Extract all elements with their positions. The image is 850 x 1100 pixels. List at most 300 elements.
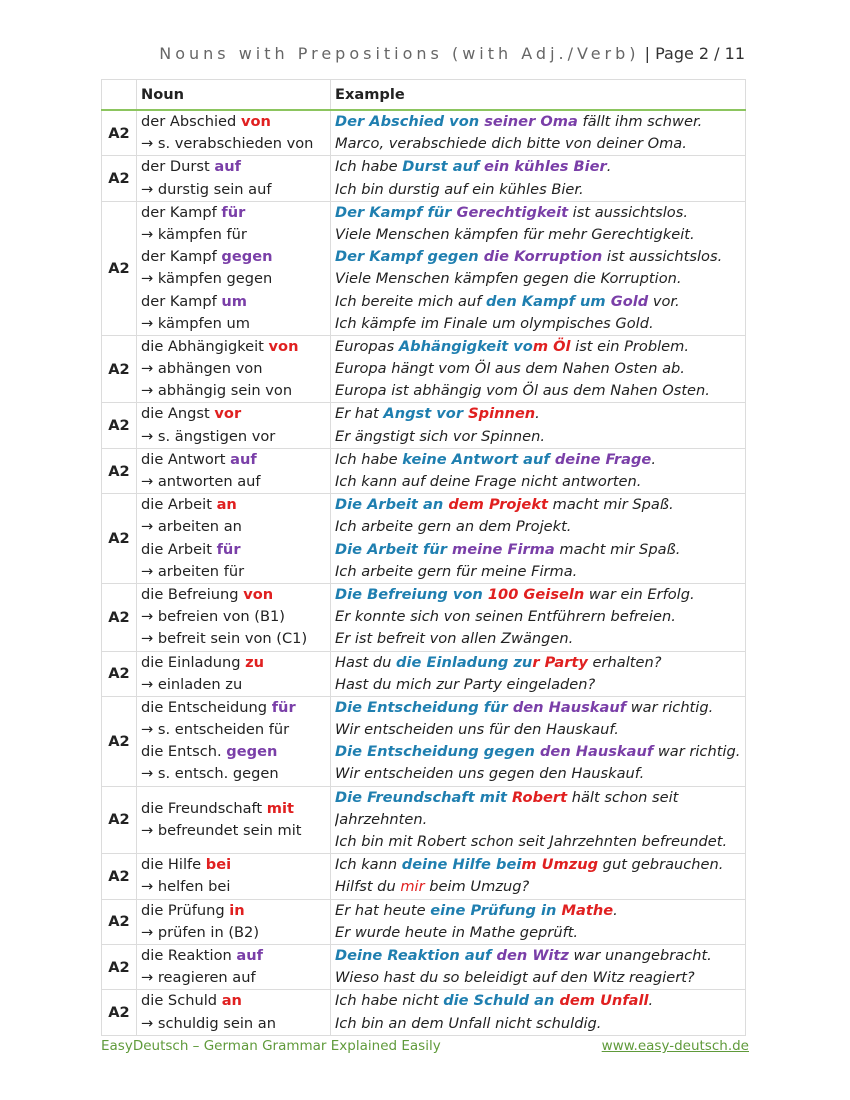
noun-line bbox=[141, 922, 326, 944]
text-segment: Viele Menschen kämpfen für mehr Gerechtigkeit. bbox=[335, 225, 695, 243]
level-badge: A2 bbox=[102, 494, 137, 584]
example-cell bbox=[331, 156, 746, 201]
table-row bbox=[102, 990, 746, 1035]
text-segment: → befreit sein von (C1) bbox=[141, 630, 308, 648]
text-segment: → antworten auf bbox=[141, 473, 261, 490]
text-segment: der Kampf bbox=[141, 292, 222, 310]
noun-line bbox=[141, 719, 326, 741]
level-badge: A2 bbox=[102, 335, 137, 403]
noun-line bbox=[141, 111, 326, 133]
text-segment: erhalten? bbox=[587, 653, 662, 671]
text-segment: Die Arbeit für bbox=[335, 540, 453, 558]
text-segment: → s. entsch. gegen bbox=[141, 765, 279, 783]
text-segment: . bbox=[651, 450, 656, 468]
example-line bbox=[335, 291, 741, 313]
text-segment: den Hauskauf bbox=[512, 698, 627, 716]
text-segment: Die Arbeit an bbox=[335, 496, 449, 514]
example-line bbox=[335, 268, 741, 290]
noun-line bbox=[141, 156, 326, 178]
example-line bbox=[335, 967, 741, 989]
text-segment: Ich bin an dem Unfall nicht schuldig. bbox=[335, 1014, 602, 1032]
noun-cell bbox=[137, 651, 331, 696]
text-segment: von bbox=[268, 337, 299, 355]
text-segment: Deine Reaktion auf bbox=[335, 946, 497, 964]
level-badge: A2 bbox=[102, 854, 137, 899]
noun-line bbox=[141, 224, 326, 246]
example-cell bbox=[331, 899, 746, 944]
text-segment: gegen bbox=[221, 248, 273, 266]
text-segment: → abhängig sein von bbox=[141, 382, 293, 400]
footer-tagline: EasyDeutsch – German Grammar Explained Easily bbox=[101, 1038, 441, 1054]
text-segment: → s. ängstigen vor bbox=[141, 427, 276, 445]
noun-line bbox=[141, 876, 326, 898]
example-line bbox=[335, 336, 741, 358]
text-segment: m Umzug bbox=[521, 856, 599, 874]
table-row bbox=[102, 899, 746, 944]
example-cell bbox=[331, 696, 746, 786]
text-segment: ist aussichtslos. bbox=[568, 203, 688, 221]
noun-line bbox=[141, 674, 326, 696]
example-line bbox=[335, 876, 741, 898]
level-badge: A2 bbox=[102, 899, 137, 944]
example-column-header: Example bbox=[331, 80, 746, 111]
text-segment: die Abhängigkeit bbox=[141, 337, 269, 355]
text-segment: Ich kämpfe im Finale um olympisches Gold. bbox=[335, 314, 654, 332]
noun-cell bbox=[137, 335, 331, 403]
text-segment: der Kampf bbox=[141, 248, 222, 266]
example-line bbox=[335, 224, 741, 246]
noun-line bbox=[141, 697, 326, 719]
noun-cell bbox=[137, 583, 331, 651]
noun-cell bbox=[137, 110, 331, 156]
text-segment: seiner Oma bbox=[484, 113, 578, 130]
text-segment: → schuldig sein an bbox=[141, 1014, 276, 1032]
noun-line bbox=[141, 1013, 326, 1035]
level-badge: A2 bbox=[102, 990, 137, 1035]
noun-line bbox=[141, 449, 326, 471]
text-segment: vor. bbox=[648, 292, 680, 310]
text-segment: bei bbox=[205, 856, 232, 874]
text-segment: . bbox=[613, 901, 618, 919]
example-line bbox=[335, 403, 741, 425]
example-line bbox=[335, 246, 741, 268]
noun-cell bbox=[137, 448, 331, 493]
table-row bbox=[102, 651, 746, 696]
level-badge: A2 bbox=[102, 786, 137, 854]
example-line bbox=[335, 202, 741, 224]
example-line bbox=[335, 111, 741, 133]
table-body bbox=[102, 110, 746, 1035]
text-segment: die Schuld bbox=[141, 992, 222, 1010]
example-line bbox=[335, 313, 741, 335]
noun-cell bbox=[137, 854, 331, 899]
noun-line bbox=[141, 179, 326, 201]
example-line bbox=[335, 471, 741, 493]
noun-line bbox=[141, 854, 326, 876]
noun-line bbox=[141, 358, 326, 380]
text-segment: die Einladung bbox=[141, 653, 246, 671]
noun-line bbox=[141, 471, 326, 493]
table-row bbox=[102, 944, 746, 989]
text-segment: war unangebracht. bbox=[568, 946, 712, 964]
text-segment: für bbox=[221, 203, 246, 221]
text-segment: Wir entscheiden uns für den Hauskauf. bbox=[335, 721, 619, 739]
text-segment: Der Kampf für bbox=[335, 203, 457, 221]
level-badge: A2 bbox=[102, 448, 137, 493]
text-segment: fällt ihm schwer. bbox=[577, 113, 703, 130]
text-segment: der Kampf bbox=[141, 203, 222, 221]
text-segment: für bbox=[271, 698, 296, 716]
text-segment: zu bbox=[245, 653, 265, 671]
text-segment: die Schuld an bbox=[443, 992, 560, 1010]
text-segment: → befreien von (B1) bbox=[141, 608, 285, 626]
noun-line bbox=[141, 291, 326, 313]
text-segment: Er ist befreit von allen Zwängen. bbox=[335, 630, 574, 648]
text-segment: war ein Erfolg. bbox=[584, 585, 695, 603]
text-segment: Gold bbox=[610, 292, 649, 310]
example-line bbox=[335, 990, 741, 1012]
example-line bbox=[335, 763, 741, 785]
text-segment: → helfen bei bbox=[141, 878, 231, 896]
noun-line bbox=[141, 652, 326, 674]
example-line bbox=[335, 606, 741, 628]
text-segment: ein kühles Bier bbox=[483, 158, 607, 176]
example-line bbox=[335, 945, 741, 967]
level-badge: A2 bbox=[102, 944, 137, 989]
level-badge: A2 bbox=[102, 201, 137, 335]
text-segment: Ich habe nicht bbox=[335, 992, 444, 1010]
example-cell bbox=[331, 854, 746, 899]
text-segment: war richtig. bbox=[626, 698, 714, 716]
text-segment: Er konnte sich von seinen Entführern befreien. bbox=[335, 608, 676, 626]
noun-line bbox=[141, 584, 326, 606]
text-segment: Wieso hast du so beleidigt auf den Witz reagiert? bbox=[335, 969, 695, 987]
text-segment: → arbeiten an bbox=[141, 518, 242, 536]
example-cell bbox=[331, 944, 746, 989]
example-line bbox=[335, 900, 741, 922]
text-segment: hält schon seit bbox=[567, 788, 679, 806]
text-segment: auf bbox=[214, 158, 241, 176]
noun-line bbox=[141, 990, 326, 1012]
text-segment: von bbox=[243, 585, 274, 603]
table-row bbox=[102, 156, 746, 201]
text-segment: macht mir Spaß. bbox=[554, 540, 681, 558]
example-line bbox=[335, 809, 741, 831]
example-line bbox=[335, 561, 741, 583]
example-line bbox=[335, 652, 741, 674]
noun-line bbox=[141, 561, 326, 583]
text-segment: 100 Geiseln bbox=[487, 585, 585, 603]
text-segment: Ich arbeite gern an dem Projekt. bbox=[335, 518, 572, 536]
text-segment: Die Befreiung von bbox=[335, 585, 488, 603]
example-line bbox=[335, 787, 741, 809]
text-segment: eine Prüfung in bbox=[430, 901, 562, 919]
text-segment: . bbox=[606, 158, 612, 176]
text-segment: die Hilfe bbox=[141, 856, 206, 874]
text-segment: Er hat heute bbox=[335, 901, 431, 919]
level-badge: A2 bbox=[102, 583, 137, 651]
noun-line bbox=[141, 336, 326, 358]
text-segment: beim Umzug? bbox=[424, 878, 530, 896]
text-segment: r Party bbox=[532, 653, 588, 671]
text-segment: Die Entscheidung gegen bbox=[335, 743, 540, 761]
example-line bbox=[335, 741, 741, 763]
example-cell bbox=[331, 583, 746, 651]
level-column-header bbox=[102, 80, 137, 111]
example-cell bbox=[331, 990, 746, 1035]
text-segment: Ich bin mit Robert schon seit Jahrzehnten befreundet. bbox=[335, 833, 728, 850]
text-segment: → prüfen in (B2) bbox=[141, 923, 260, 941]
example-line bbox=[335, 494, 741, 516]
noun-cell bbox=[137, 786, 331, 854]
text-segment: Ich habe bbox=[335, 158, 403, 176]
noun-line bbox=[141, 967, 326, 989]
text-segment: Gerechtigkeit bbox=[456, 203, 569, 221]
noun-line bbox=[141, 539, 326, 561]
noun-line bbox=[141, 516, 326, 538]
table-row bbox=[102, 786, 746, 854]
noun-line bbox=[141, 945, 326, 967]
noun-line bbox=[141, 798, 326, 820]
noun-line bbox=[141, 628, 326, 650]
noun-line bbox=[141, 900, 326, 922]
table-row bbox=[102, 583, 746, 651]
text-segment: die Arbeit bbox=[141, 540, 217, 558]
noun-cell bbox=[137, 403, 331, 448]
text-segment: Er ängstigt sich vor Spinnen. bbox=[335, 427, 546, 445]
level-badge: A2 bbox=[102, 696, 137, 786]
noun-cell bbox=[137, 990, 331, 1035]
text-segment: die Entscheidung bbox=[141, 698, 272, 716]
text-segment: der Abschied bbox=[141, 113, 241, 130]
text-segment: Spinnen bbox=[468, 405, 536, 423]
example-line bbox=[335, 426, 741, 448]
example-line bbox=[335, 674, 741, 696]
noun-line bbox=[141, 426, 326, 448]
text-segment: die Einladung zu bbox=[396, 653, 533, 671]
text-segment: Marco, verabschiede dich bitte von deiner Oma. bbox=[335, 135, 687, 153]
text-segment: Ich kann bbox=[335, 856, 402, 874]
example-line bbox=[335, 1013, 741, 1035]
noun-line bbox=[141, 313, 326, 335]
example-line bbox=[335, 179, 741, 201]
text-segment: von bbox=[240, 113, 271, 130]
text-segment: in bbox=[229, 901, 245, 919]
noun-line bbox=[141, 820, 326, 842]
text-segment: → einladen zu bbox=[141, 675, 243, 693]
text-segment: Ich habe bbox=[335, 450, 403, 468]
text-segment: mit bbox=[266, 799, 294, 817]
text-segment: → durstig sein auf bbox=[141, 180, 272, 198]
text-segment: Europas bbox=[335, 337, 399, 355]
text-segment: um bbox=[221, 292, 248, 310]
text-segment: die Befreiung bbox=[141, 585, 244, 603]
text-segment: keine Antwort auf bbox=[402, 450, 555, 468]
text-segment: dem Projekt bbox=[448, 496, 548, 514]
noun-line bbox=[141, 268, 326, 290]
noun-cell bbox=[137, 156, 331, 201]
text-segment: . bbox=[535, 405, 540, 423]
text-segment: Die Freundschaft mit bbox=[335, 788, 513, 806]
noun-line bbox=[141, 246, 326, 268]
page-number: Page 2 / 11 bbox=[655, 44, 745, 63]
table-row bbox=[102, 696, 746, 786]
text-segment: Mathe bbox=[561, 901, 614, 919]
text-segment: Durst auf bbox=[402, 158, 480, 176]
noun-cell bbox=[137, 944, 331, 989]
text-segment: Viele Menschen kämpfen gegen die Korruption. bbox=[335, 270, 682, 288]
text-segment: → befreundet sein mit bbox=[141, 821, 302, 839]
noun-line bbox=[141, 380, 326, 402]
text-segment: → arbeiten für bbox=[141, 562, 245, 580]
example-line bbox=[335, 831, 741, 853]
text-segment: Die Entscheidung für bbox=[335, 698, 513, 716]
text-segment: Wir entscheiden uns gegen den Hauskauf. bbox=[335, 765, 645, 783]
noun-cell bbox=[137, 201, 331, 335]
text-segment: Ich bin durstig auf ein kühles Bier. bbox=[335, 180, 584, 198]
noun-cell bbox=[137, 899, 331, 944]
text-segment: den Kampf um bbox=[485, 292, 611, 310]
text-segment: Hast du mich zur Party eingeladen? bbox=[335, 675, 596, 693]
text-segment: → reagieren auf bbox=[141, 969, 256, 987]
text-segment: die Angst bbox=[141, 405, 215, 423]
text-segment: → s. entscheiden für bbox=[141, 721, 290, 739]
text-segment: den Witz bbox=[496, 946, 569, 964]
example-cell bbox=[331, 110, 746, 156]
example-line bbox=[335, 516, 741, 538]
text-segment: Europa hängt vom Öl aus dem Nahen Osten ab. bbox=[335, 360, 685, 378]
text-segment: macht mir Spaß. bbox=[548, 496, 674, 514]
footer-website-link[interactable]: www.easy-deutsch.de bbox=[601, 1038, 749, 1054]
text-segment: die Freundschaft bbox=[141, 799, 267, 817]
example-cell bbox=[331, 403, 746, 448]
text-segment: . bbox=[648, 992, 654, 1010]
noun-line bbox=[141, 494, 326, 516]
table-row bbox=[102, 335, 746, 403]
example-line bbox=[335, 584, 741, 606]
text-segment: Er wurde heute in Mathe geprüft. bbox=[335, 923, 579, 941]
text-segment: die Arbeit bbox=[141, 496, 217, 514]
noun-line bbox=[141, 606, 326, 628]
example-line bbox=[335, 628, 741, 650]
noun-line bbox=[141, 403, 326, 425]
text-segment: Abhängigkeit vo bbox=[398, 337, 533, 355]
example-line bbox=[335, 922, 741, 944]
text-segment: → s. verabschieden von bbox=[141, 135, 314, 153]
example-cell bbox=[331, 335, 746, 403]
table-header-row bbox=[102, 80, 746, 111]
page-header bbox=[159, 44, 745, 63]
text-segment: Der Kampf gegen bbox=[335, 248, 484, 266]
text-segment: die Korruption bbox=[483, 248, 603, 266]
example-cell bbox=[331, 786, 746, 854]
noun-cell bbox=[137, 494, 331, 584]
example-line bbox=[335, 697, 741, 719]
header-separator: | bbox=[639, 44, 656, 63]
noun-line bbox=[141, 741, 326, 763]
document-title: Nouns with Prepositions (with Adj./Verb) bbox=[159, 44, 640, 63]
level-badge: A2 bbox=[102, 110, 137, 156]
text-segment: Er hat bbox=[335, 405, 384, 423]
noun-cell bbox=[137, 696, 331, 786]
noun-line bbox=[141, 202, 326, 224]
text-segment: → kämpfen um bbox=[141, 314, 250, 332]
text-segment: m Öl bbox=[532, 337, 571, 355]
text-segment: Ich bereite mich auf bbox=[335, 292, 486, 310]
table-row bbox=[102, 448, 746, 493]
example-line bbox=[335, 133, 741, 155]
noun-line bbox=[141, 133, 326, 155]
text-segment: für bbox=[216, 540, 241, 558]
text-segment: Jahrzehnten. bbox=[335, 810, 428, 828]
text-segment: meine Firma bbox=[452, 540, 555, 558]
example-cell bbox=[331, 448, 746, 493]
table-row bbox=[102, 854, 746, 899]
text-segment: → kämpfen für bbox=[141, 225, 247, 243]
text-segment: ist aussichtslos. bbox=[602, 248, 723, 266]
example-line bbox=[335, 854, 741, 876]
level-badge: A2 bbox=[102, 651, 137, 696]
text-segment: die Prüfung bbox=[141, 901, 230, 919]
text-segment: vor bbox=[214, 405, 242, 423]
text-segment: Ich kann auf deine Frage nicht antworten. bbox=[335, 473, 642, 490]
level-badge: A2 bbox=[102, 403, 137, 448]
example-line bbox=[335, 358, 741, 380]
text-segment: mir bbox=[400, 878, 425, 896]
table-row bbox=[102, 403, 746, 448]
page-footer bbox=[101, 1038, 749, 1054]
example-line bbox=[335, 539, 741, 561]
text-segment: Angst vor bbox=[383, 405, 469, 423]
example-line bbox=[335, 156, 741, 178]
text-segment: Der Abschied von bbox=[335, 113, 485, 130]
example-line bbox=[335, 719, 741, 741]
text-segment: der Durst bbox=[141, 158, 215, 176]
level-badge: A2 bbox=[102, 156, 137, 201]
text-segment: gut gebrauchen. bbox=[598, 856, 724, 874]
noun-line bbox=[141, 763, 326, 785]
text-segment: → abhängen von bbox=[141, 360, 263, 378]
text-segment: an bbox=[221, 992, 242, 1010]
text-segment: Robert bbox=[512, 788, 568, 806]
text-segment: auf bbox=[236, 946, 263, 964]
text-segment: die Antwort bbox=[141, 450, 231, 468]
text-segment: auf bbox=[230, 450, 257, 468]
table-row bbox=[102, 201, 746, 335]
text-segment: Hilfst du bbox=[335, 878, 401, 896]
text-segment: Ich arbeite gern für meine Firma. bbox=[335, 562, 578, 580]
text-segment: die Reaktion bbox=[141, 946, 237, 964]
text-segment: gegen bbox=[226, 743, 278, 761]
example-cell bbox=[331, 651, 746, 696]
example-line bbox=[335, 449, 741, 471]
text-segment: dem Unfall bbox=[559, 992, 649, 1010]
noun-column-header: Noun bbox=[137, 80, 331, 111]
example-line bbox=[335, 380, 741, 402]
example-cell bbox=[331, 494, 746, 584]
table-row bbox=[102, 110, 746, 156]
text-segment: ist ein Problem. bbox=[570, 337, 689, 355]
text-segment: Europa ist abhängig vom Öl aus dem Nahen Osten. bbox=[335, 382, 710, 400]
text-segment: war richtig. bbox=[653, 743, 741, 761]
text-segment: an bbox=[216, 496, 237, 514]
text-segment: deine Frage bbox=[554, 450, 652, 468]
text-segment: Hast du bbox=[335, 653, 397, 671]
prepositions-table bbox=[101, 79, 746, 1036]
text-segment: die Entsch. bbox=[141, 743, 227, 761]
text-segment: → kämpfen gegen bbox=[141, 270, 273, 288]
example-cell bbox=[331, 201, 746, 335]
